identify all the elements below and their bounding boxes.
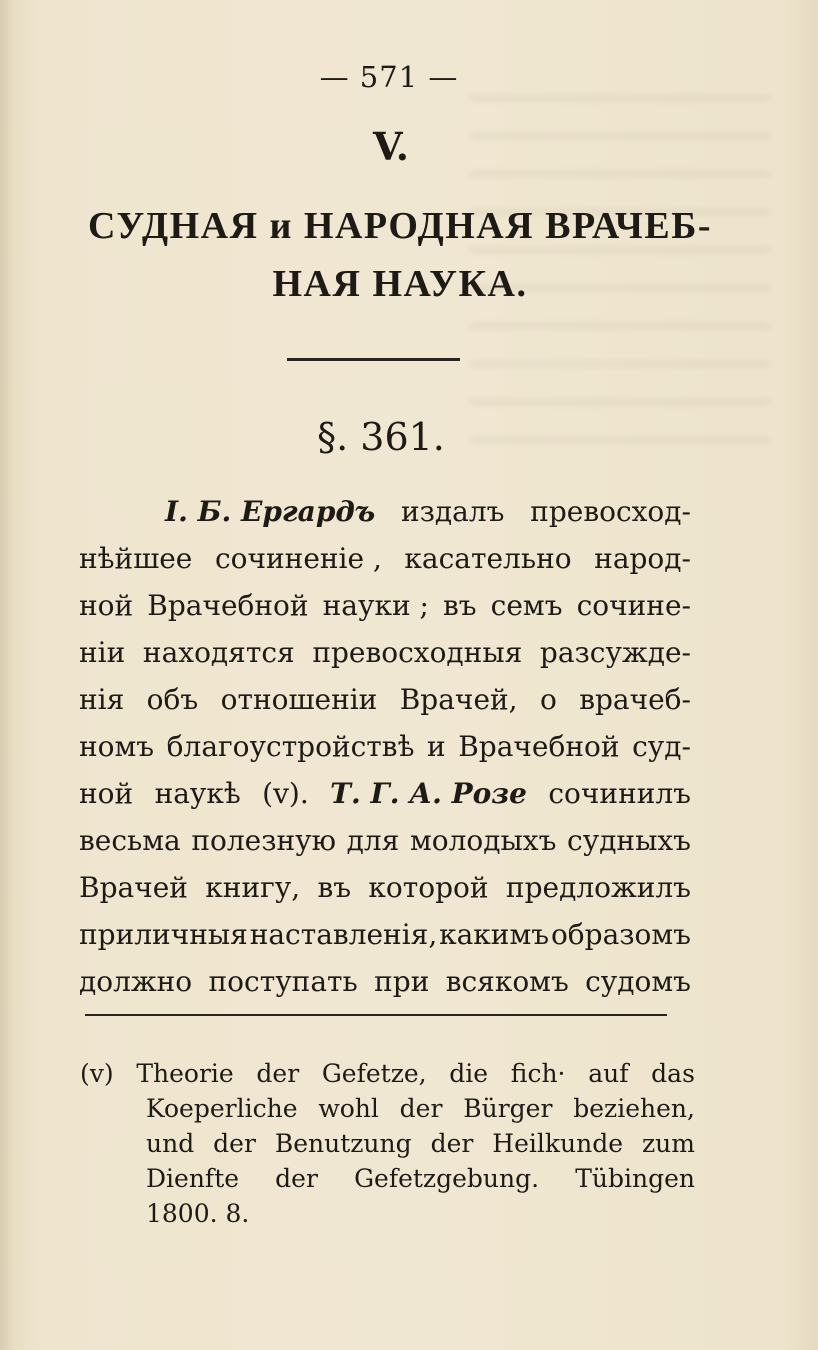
word: приличныя — [79, 918, 248, 951]
word: die — [449, 1059, 489, 1088]
word: молодыхъ — [409, 824, 557, 857]
word: Gefetze, — [321, 1059, 427, 1088]
word: der — [399, 1094, 443, 1123]
word: ной — [79, 589, 134, 622]
word: der — [213, 1129, 256, 1158]
page-number: — 571 — — [319, 60, 459, 94]
chapter-heading-line-1: СУДНАЯ и НАРОДНАЯ ВРАЧЕБ- — [87, 205, 713, 247]
text-line — [79, 864, 691, 911]
word: всякомъ — [445, 965, 569, 998]
word: Врачей, — [399, 683, 518, 716]
text-line — [79, 723, 691, 770]
word: Tübingen — [575, 1164, 695, 1193]
word: der — [256, 1059, 300, 1088]
word: какимъ — [439, 918, 550, 951]
word: Gefetzgebung. — [354, 1164, 540, 1193]
word: врачеб- — [579, 683, 691, 716]
word: Heilkunde — [492, 1129, 624, 1158]
heading-divider — [287, 358, 460, 361]
word: beziehen, — [573, 1094, 695, 1123]
word: das — [651, 1059, 695, 1088]
word: Koeperliche — [146, 1094, 298, 1123]
word: судомъ — [585, 965, 691, 998]
footnote — [80, 1056, 695, 1231]
word: номъ — [79, 730, 155, 763]
word: судныхъ — [567, 824, 691, 857]
word: сочиненіе , — [214, 542, 382, 575]
body-text — [79, 488, 691, 1005]
word: der — [275, 1164, 318, 1193]
text-line — [79, 629, 691, 676]
footnote-reference: (v). — [262, 777, 309, 810]
word: нѣйшее — [79, 542, 193, 575]
word: въ — [317, 871, 352, 904]
word: fich· — [510, 1059, 566, 1088]
text-line — [79, 535, 691, 582]
footnote-line — [80, 1126, 695, 1161]
word: Benutzung — [274, 1129, 412, 1158]
word: Врачебной — [458, 730, 620, 763]
word: wohl — [318, 1094, 379, 1123]
word: zum — [641, 1129, 695, 1158]
footnote-line — [80, 1161, 695, 1196]
word: сочине- — [576, 589, 691, 622]
word: наставленія, — [249, 918, 438, 951]
word: о — [539, 683, 557, 716]
word: и — [427, 730, 446, 763]
word: поступать — [208, 965, 358, 998]
word: превосходныя — [312, 636, 523, 669]
footnote-line — [80, 1091, 695, 1126]
text-line — [79, 582, 691, 629]
word: нія — [79, 683, 125, 716]
text-line — [79, 488, 691, 535]
word: весьма — [79, 824, 181, 857]
word: превосход- — [530, 495, 691, 528]
text-line — [79, 770, 691, 817]
word: und — [146, 1129, 195, 1158]
word: для — [346, 824, 400, 857]
word: въ — [443, 589, 477, 622]
word: при — [374, 965, 430, 998]
word: должно — [79, 965, 193, 998]
section-numeral: V. — [372, 124, 410, 169]
word: семъ — [490, 589, 563, 622]
author-name: I. Б. Ергардъ — [165, 495, 376, 528]
word: полезную — [191, 824, 337, 857]
footnote-divider — [85, 1014, 667, 1016]
word: наукѣ — [154, 777, 241, 810]
text-line — [79, 817, 691, 864]
word: объ — [146, 683, 199, 716]
author-name: Т. Г. А. Розе — [330, 777, 527, 810]
chapter-heading-line-2: НАЯ НАУКА. — [272, 263, 528, 305]
word: Theorie — [136, 1059, 234, 1088]
word: Врачей — [79, 871, 188, 904]
footnote-line — [80, 1056, 695, 1091]
word: книгу, — [205, 871, 301, 904]
publication-year: 1800. 8. — [146, 1199, 250, 1228]
text-line — [79, 958, 691, 1005]
paragraph-number: §. 361. — [317, 415, 445, 459]
word: находятся — [142, 636, 295, 669]
footnote-marker: (v) — [80, 1059, 114, 1088]
word: auf — [588, 1059, 629, 1088]
word: предложилъ — [505, 871, 691, 904]
word: образомъ — [550, 918, 691, 951]
word: отношеніи — [220, 683, 378, 716]
word: Dienfte — [146, 1164, 240, 1193]
word: разсужде- — [539, 636, 691, 669]
text-line — [79, 911, 691, 958]
word: издалъ — [400, 495, 505, 528]
word: Врачебной — [147, 589, 309, 622]
footnote-line — [80, 1196, 695, 1231]
word: ной — [79, 777, 134, 810]
word: Bürger — [463, 1094, 553, 1123]
word: касательно — [404, 542, 572, 575]
word: сочинилъ — [548, 777, 691, 810]
word: der — [430, 1129, 474, 1158]
word: суд- — [632, 730, 691, 763]
text-line — [79, 676, 691, 723]
word: науки ; — [322, 589, 429, 622]
word: которой — [368, 871, 489, 904]
word: народ- — [594, 542, 691, 575]
word: благоустройствѣ — [166, 730, 415, 763]
word: ніи — [79, 636, 126, 669]
